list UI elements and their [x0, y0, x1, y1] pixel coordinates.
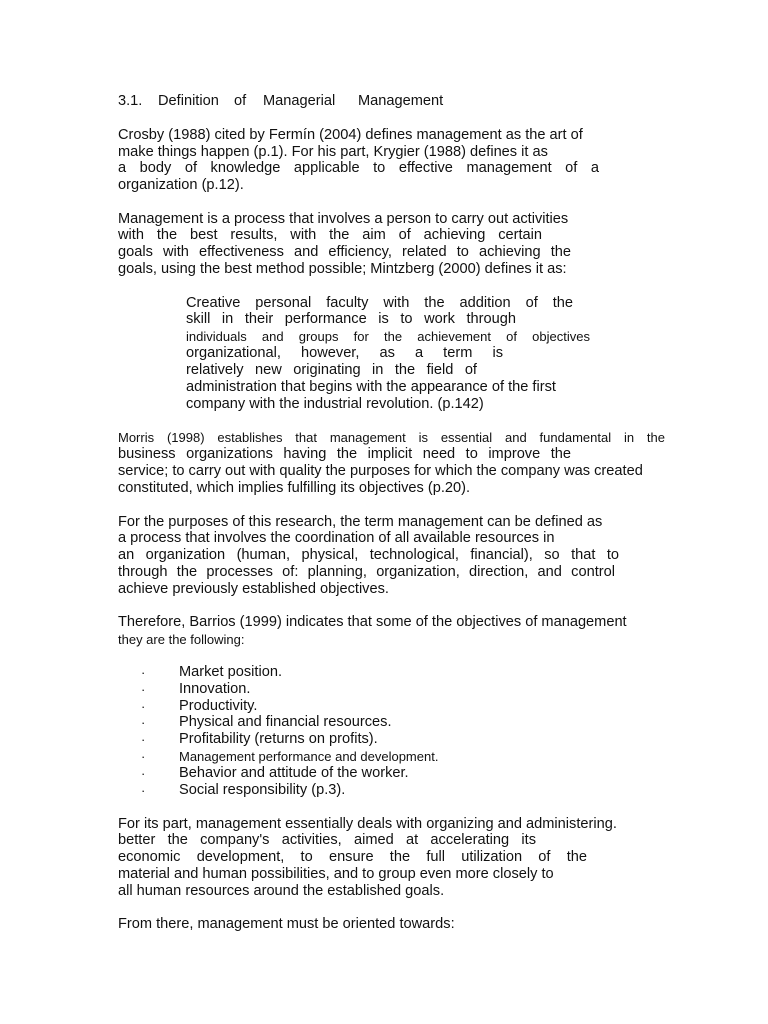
bullet-marker: ·: [141, 665, 146, 680]
paragraph-line: an organization (human, physical, technological, financial), so that to: [118, 547, 619, 563]
bullet-marker: ·: [141, 749, 146, 764]
paragraph-line: Therefore, Barrios (1999) indicates that some of the objectives of management: [118, 614, 627, 630]
paragraph-line: material and human possibilities, and to group even more closely to: [118, 866, 554, 882]
paragraph-line: economic development, to ensure the full utilization of the: [118, 849, 587, 865]
list-item-text: Innovation.: [179, 681, 251, 697]
list-item-text: Productivity.: [179, 698, 258, 714]
heading-word: Managerial: [263, 93, 336, 109]
heading-word: of: [234, 93, 247, 109]
paragraph-line: goals with effectiveness and efficiency, related to achieving the: [118, 244, 571, 260]
paragraph-line: Management is a process that involves a person to carry out activities: [118, 211, 569, 227]
paragraph-line: Crosby (1988) cited by Fermín (2004) defines management as the art of: [118, 127, 583, 143]
paragraph-line: service; to carry out with quality the purposes for which the company was created: [118, 463, 643, 479]
quote-line: individuals and groups for the achievement of objectives: [186, 329, 590, 344]
paragraph-line: Morris (1998) establishes that management is essential and fundamental in the: [118, 430, 665, 445]
list-item-text: Market position.: [179, 664, 283, 680]
quote-line: skill in their performance is to work through: [186, 311, 516, 327]
quote-line: Creative personal faculty with the addition of the: [186, 295, 573, 311]
list-item-text: Social responsibility (p.3).: [179, 782, 346, 798]
heading-word: Definition: [158, 93, 219, 109]
paragraph-line: better the company's activities, aimed at accelerating its: [118, 832, 536, 848]
paragraph-line: For the purposes of this research, the term management can be defined as: [118, 514, 603, 530]
quote-line: company with the industrial revolution. (p.142): [186, 396, 484, 412]
list-item-text: Profitability (returns on profits).: [179, 731, 378, 747]
paragraph-line: a body of knowledge applicable to effective management of a: [118, 160, 599, 176]
paragraph-line: all human resources around the established goals.: [118, 883, 445, 899]
heading-word: Management: [358, 93, 444, 109]
bullet-marker: ·: [141, 783, 146, 798]
bullet-marker: ·: [141, 715, 146, 730]
paragraph-line: constituted, which implies fulfilling its objectives (p.20).: [118, 480, 471, 496]
paragraph-line: they are the following:: [118, 632, 245, 647]
bullet-marker: ·: [141, 766, 146, 781]
paragraph-line: with the best results, with the aim of achieving certain: [118, 227, 542, 243]
paragraph-line: make things happen (p.1). For his part, Krygier (1988) defines it as: [118, 144, 548, 160]
paragraph-line: organization (p.12).: [118, 177, 244, 193]
paragraph-line: achieve previously established objectives.: [118, 581, 389, 597]
paragraph-line: through the processes of: planning, organization, direction, and control: [118, 564, 615, 580]
quote-line: administration that begins with the appearance of the first: [186, 379, 556, 395]
paragraph-line: goals, using the best method possible; Mintzberg (2000) defines it as:: [118, 261, 567, 277]
list-item-text: Management performance and development.: [179, 749, 439, 764]
paragraph-line: business organizations having the implicit need to improve the: [118, 446, 571, 462]
heading-number: 3.1.: [118, 93, 143, 109]
bullet-marker: ·: [141, 682, 146, 697]
bullet-marker: ·: [141, 732, 146, 747]
list-item-text: Physical and financial resources.: [179, 714, 392, 730]
paragraph-line: From there, management must be oriented towards:: [118, 916, 455, 932]
paragraph-line: a process that involves the coordination of all available resources in: [118, 530, 555, 546]
quote-line: relatively new originating in the field of: [186, 362, 477, 378]
list-item-text: Behavior and attitude of the worker.: [179, 765, 409, 781]
bullet-marker: ·: [141, 699, 146, 714]
paragraph-line: For its part, management essentially deals with organizing and administering.: [118, 816, 617, 832]
quote-line: organizational, however, as a term is: [186, 345, 503, 361]
